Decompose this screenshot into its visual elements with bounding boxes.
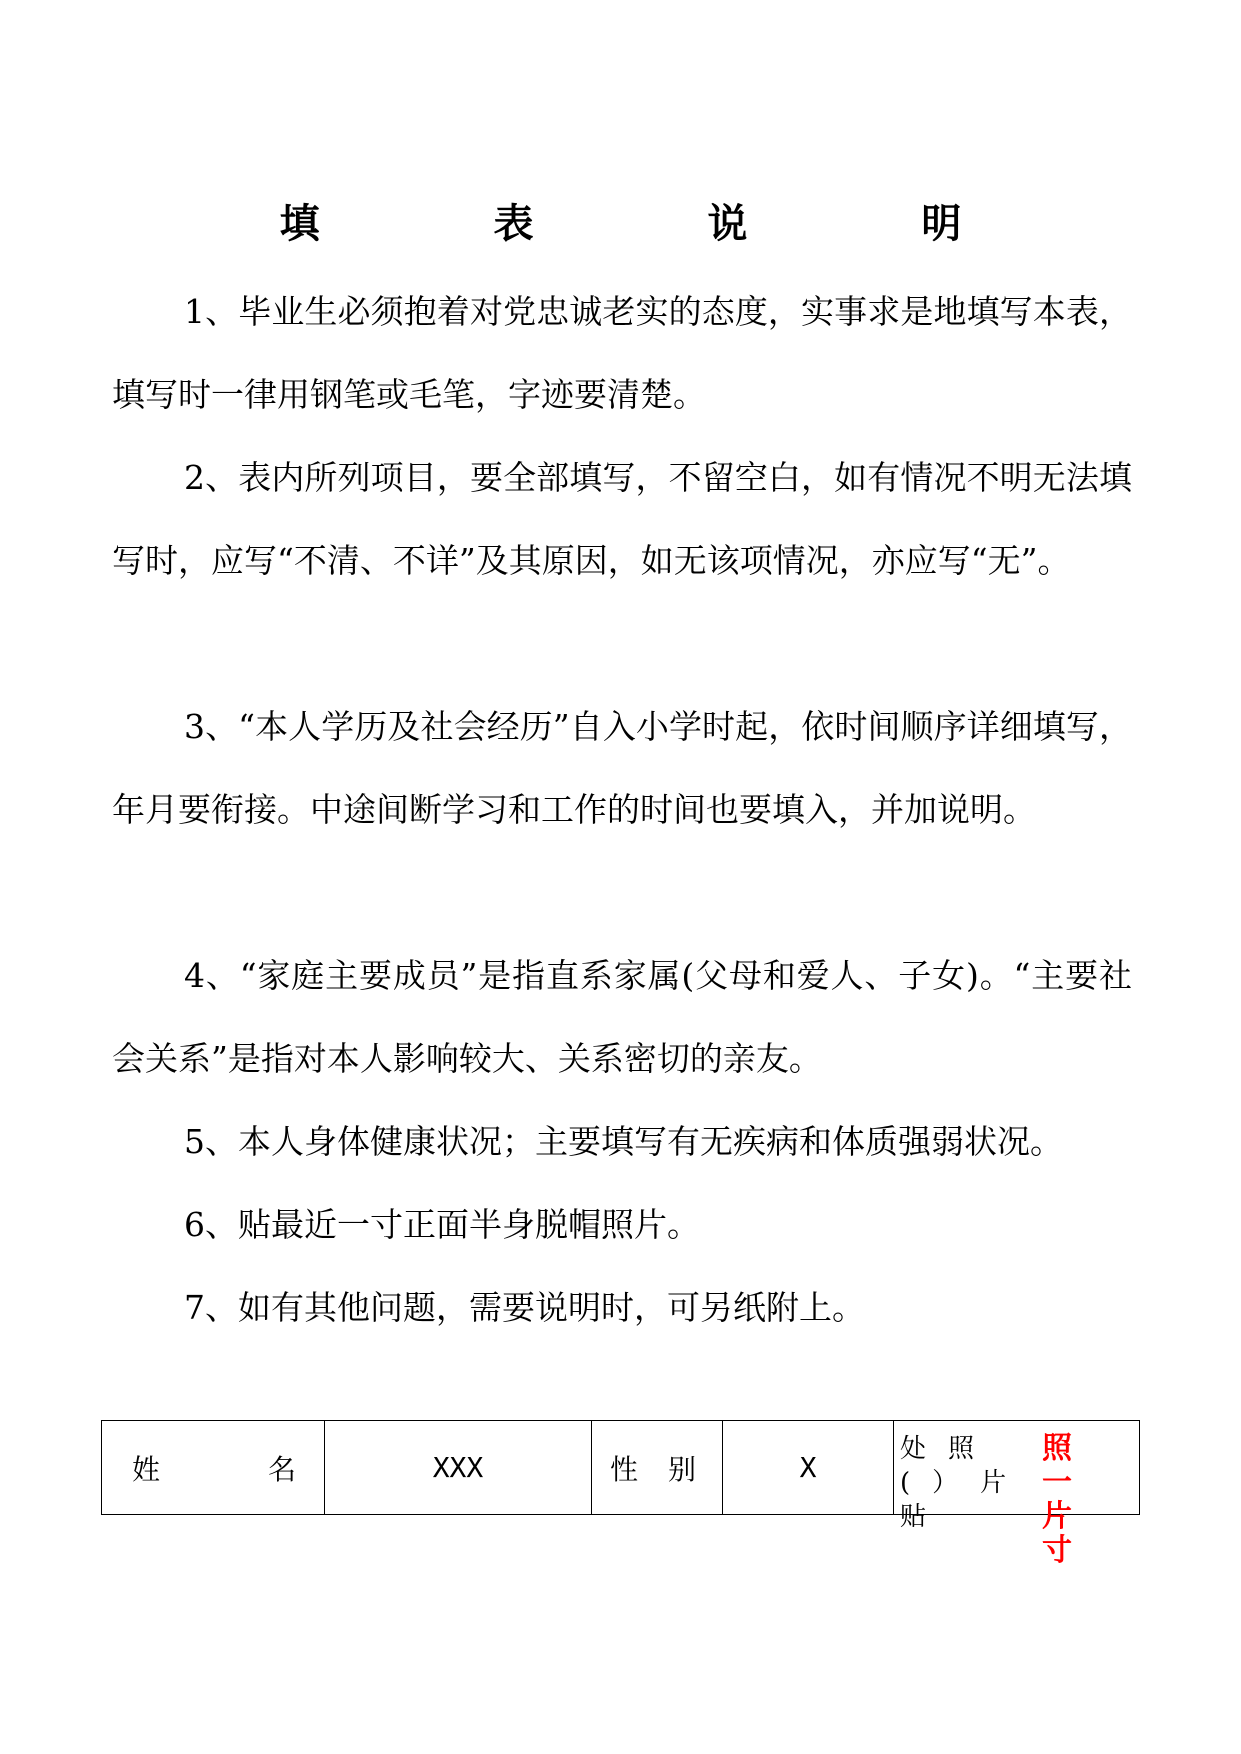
instruction-5: 5、本人身体健康状况；主要填写有无疾病和体质强弱状况。	[184, 1122, 1063, 1161]
sex-label-char-1: 性	[610, 1452, 639, 1486]
instruction-6: 6、贴最近一寸正面半身脱帽照片。	[184, 1205, 700, 1244]
sex-label-cell	[592, 1421, 723, 1515]
photo-size-note: 照一片寸	[1042, 1430, 1090, 1568]
instruction-1: 1、毕业生必须抱着对党忠诚老实的态度，实事求是地填写本表，填写时一律用钢笔或毛笔，字迹要清楚。	[112, 292, 1132, 414]
instruction-2: 2、表内所列项目，要全部填写，不留空白，如有情况不明无法填写时，应写“不清、不详”及其原因，如无该项情况，亦应写“无”。	[112, 458, 1132, 580]
sex-field[interactable]: X	[723, 1421, 894, 1515]
name-label-char-2: 名	[267, 1452, 296, 1486]
sex-label-char-2: 别	[668, 1452, 697, 1486]
name-label-cell	[102, 1421, 325, 1515]
instruction-7: 7、如有其他问题，需要说明时，可另纸附上。	[184, 1288, 865, 1327]
instruction-4: 4、“家庭主要成员”是指直系家属(父母和爱人、子女)。“主要社会关系”是指对本人影响较大、关系密切的亲友。	[112, 956, 1132, 1078]
name-field[interactable]: XXX	[325, 1421, 592, 1515]
table-row	[102, 1421, 1140, 1515]
photo-placement-text: 处照(）片贴	[900, 1433, 1029, 1532]
instruction-3: 3、“本人学历及社会经历”自入小学时起，依时间顺序详细填写，年月要衔接。中途间断学习和工作的时间也要填入，并加说明。	[112, 707, 1132, 829]
photo-cell[interactable]	[894, 1421, 1140, 1568]
name-label-char-1: 姓	[132, 1452, 161, 1486]
student-info-table	[101, 1420, 1140, 1568]
page-title: 填 表 说 明	[279, 200, 1042, 247]
